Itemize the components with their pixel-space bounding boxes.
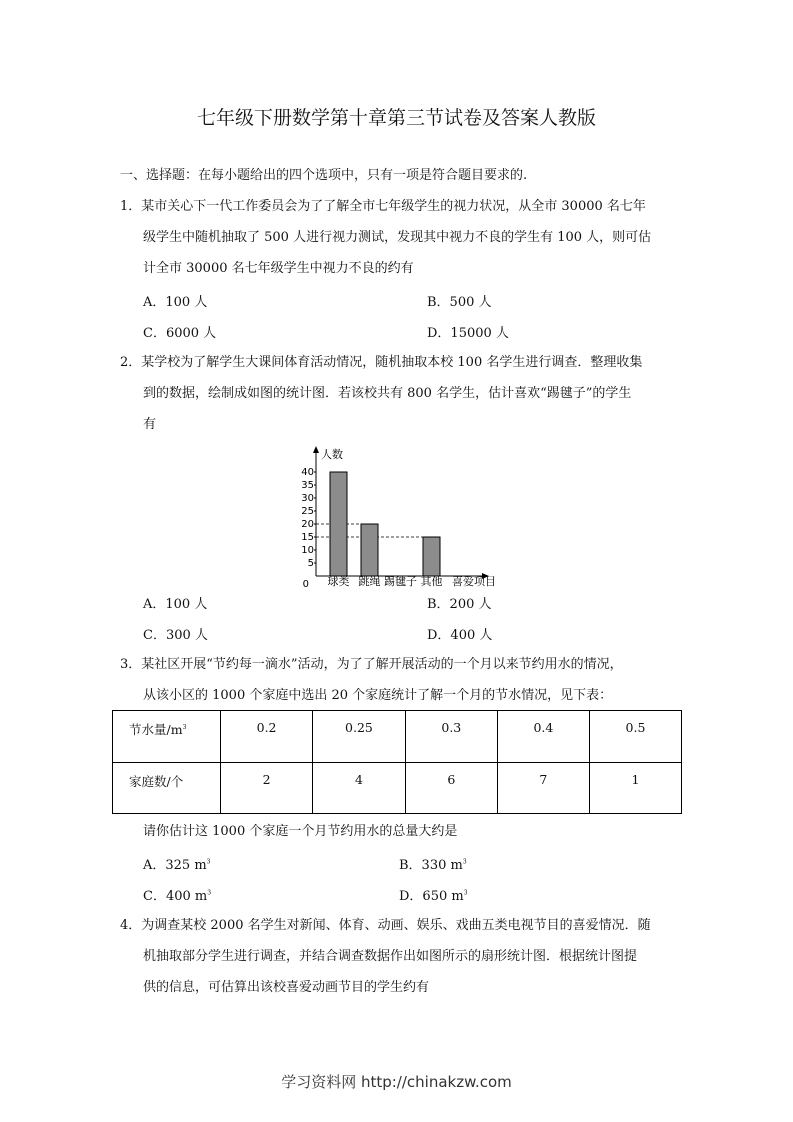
q2-option-a: A．100 人 xyxy=(143,597,208,612)
y-tick-label: 10 xyxy=(301,545,314,556)
table-cell: 1 xyxy=(589,762,681,814)
x-tick-label: 球类 xyxy=(327,575,350,588)
table-row xyxy=(113,711,682,763)
y-tick-label: 15 xyxy=(301,532,314,543)
q3-option-d: D．650 $m^3$ xyxy=(399,889,468,904)
table-header-cell: 家庭数/个 xyxy=(113,762,221,814)
y-axis-arrow xyxy=(313,446,319,453)
table-cell: 2 xyxy=(221,762,313,814)
q3-option-a: A．325 $m^3$ xyxy=(143,858,211,873)
q4-line1: 4．为调查某校 2000 名学生对新闻、体育、动画、娱乐、戏曲五类电视节目的喜爱情况．随 xyxy=(120,918,651,933)
q3-option-c: C．400 $m^3$ xyxy=(143,889,212,904)
table-cell: 6 xyxy=(405,762,497,814)
q2-line3: 有 xyxy=(143,417,157,432)
y-tick-label: 5 xyxy=(307,558,314,569)
q1-option-c: C．6000 人 xyxy=(143,326,217,341)
q3-prompt: 请你估计这 1000 个家庭一个月节约用水的总量大约是 xyxy=(143,824,458,839)
section-heading: 一、选择题：在每小题给出的四个选项中，只有一项是符合题目要求的. xyxy=(120,168,528,183)
q3-line2: 从该小区的 1000 个家庭中选出 20 个家庭统计了解一个月的节水情况，见下表： xyxy=(143,688,613,703)
table-cell: 0.25 xyxy=(313,711,406,763)
table-cell: 0.5 xyxy=(589,711,681,763)
q1-line1: 1．某市关心下一代工作委员会为了了解全市七年级学生的视力状况，从全市 30000 名七年 xyxy=(120,199,646,214)
bar xyxy=(330,472,347,576)
q2-option-c: C．300 人 xyxy=(143,628,208,643)
table-cell: 0.2 xyxy=(221,711,313,763)
y-tick-label: 35 xyxy=(301,480,314,491)
x-tick-label: 踢毽子 xyxy=(384,575,417,588)
x-tick-label: 跳绳 xyxy=(358,575,381,588)
q1-option-a: A．100 人 xyxy=(143,295,208,310)
table-cell: 0.4 xyxy=(497,711,589,763)
table-row xyxy=(113,762,682,814)
y-tick-label: 0 xyxy=(302,579,309,588)
bar-chart xyxy=(290,438,510,588)
q1-option-d: D．15000 人 xyxy=(427,326,509,341)
bar xyxy=(423,537,440,576)
x-tick-label: 其他 xyxy=(420,575,443,588)
q2-line2: 到的数据，绘制成如图的统计图．若该校共有 800 名学生，估计喜欢“踢毽子”的学生 xyxy=(143,386,632,401)
q1-line3: 计全市 30000 名七年级学生中视力不良的约有 xyxy=(143,261,414,276)
q4-line2: 机抽取部分学生进行调查，并结合调查数据作出如图所示的扇形统计图．根据统计图提 xyxy=(143,949,638,964)
y-axis-label: 人数 xyxy=(321,448,343,461)
q2-option-b: B．200 人 xyxy=(427,597,492,612)
table-cell: 4 xyxy=(313,762,406,814)
q4-line3: 供的信息，可估算出该校喜爱动画节目的学生约有 xyxy=(143,980,430,995)
q3-option-b: B．330 $m^3$ xyxy=(399,858,467,873)
table-cell: 7 xyxy=(497,762,589,814)
table-cell: 0.3 xyxy=(405,711,497,763)
q1-line2: 级学生中随机抽取了 500 人进行视力测试，发现其中视力不良的学生有 100 人，则可估 xyxy=(143,230,652,245)
y-tick-label: 25 xyxy=(301,506,314,517)
q3-line1: 3．某社区开展“节约每一滴水”活动，为了了解开展活动的一个月以来节约用水的情况， xyxy=(120,657,623,672)
bar xyxy=(361,524,378,576)
y-tick-label: 20 xyxy=(301,519,314,530)
page-title: 七年级下册数学第十章第三节试卷及答案人教版 xyxy=(196,107,596,129)
q1-option-b: B．500 人 xyxy=(427,295,492,310)
water-saving-table xyxy=(112,710,682,814)
q2-line1: 2．某学校为了解学生大课间体育活动情况，随机抽取本校 100 名学生进行调查．整理收集 xyxy=(120,355,643,370)
x-axis-label: 喜爱项目 xyxy=(452,575,496,588)
y-tick-label: 30 xyxy=(301,493,314,504)
y-tick-label: 40 xyxy=(301,467,314,478)
q2-option-d: D．400 人 xyxy=(427,628,493,643)
table-header-cell: 节水量$/m^3$ xyxy=(113,711,221,763)
footer-watermark: 学习资料网 http://chinakzw.com xyxy=(281,1073,512,1091)
